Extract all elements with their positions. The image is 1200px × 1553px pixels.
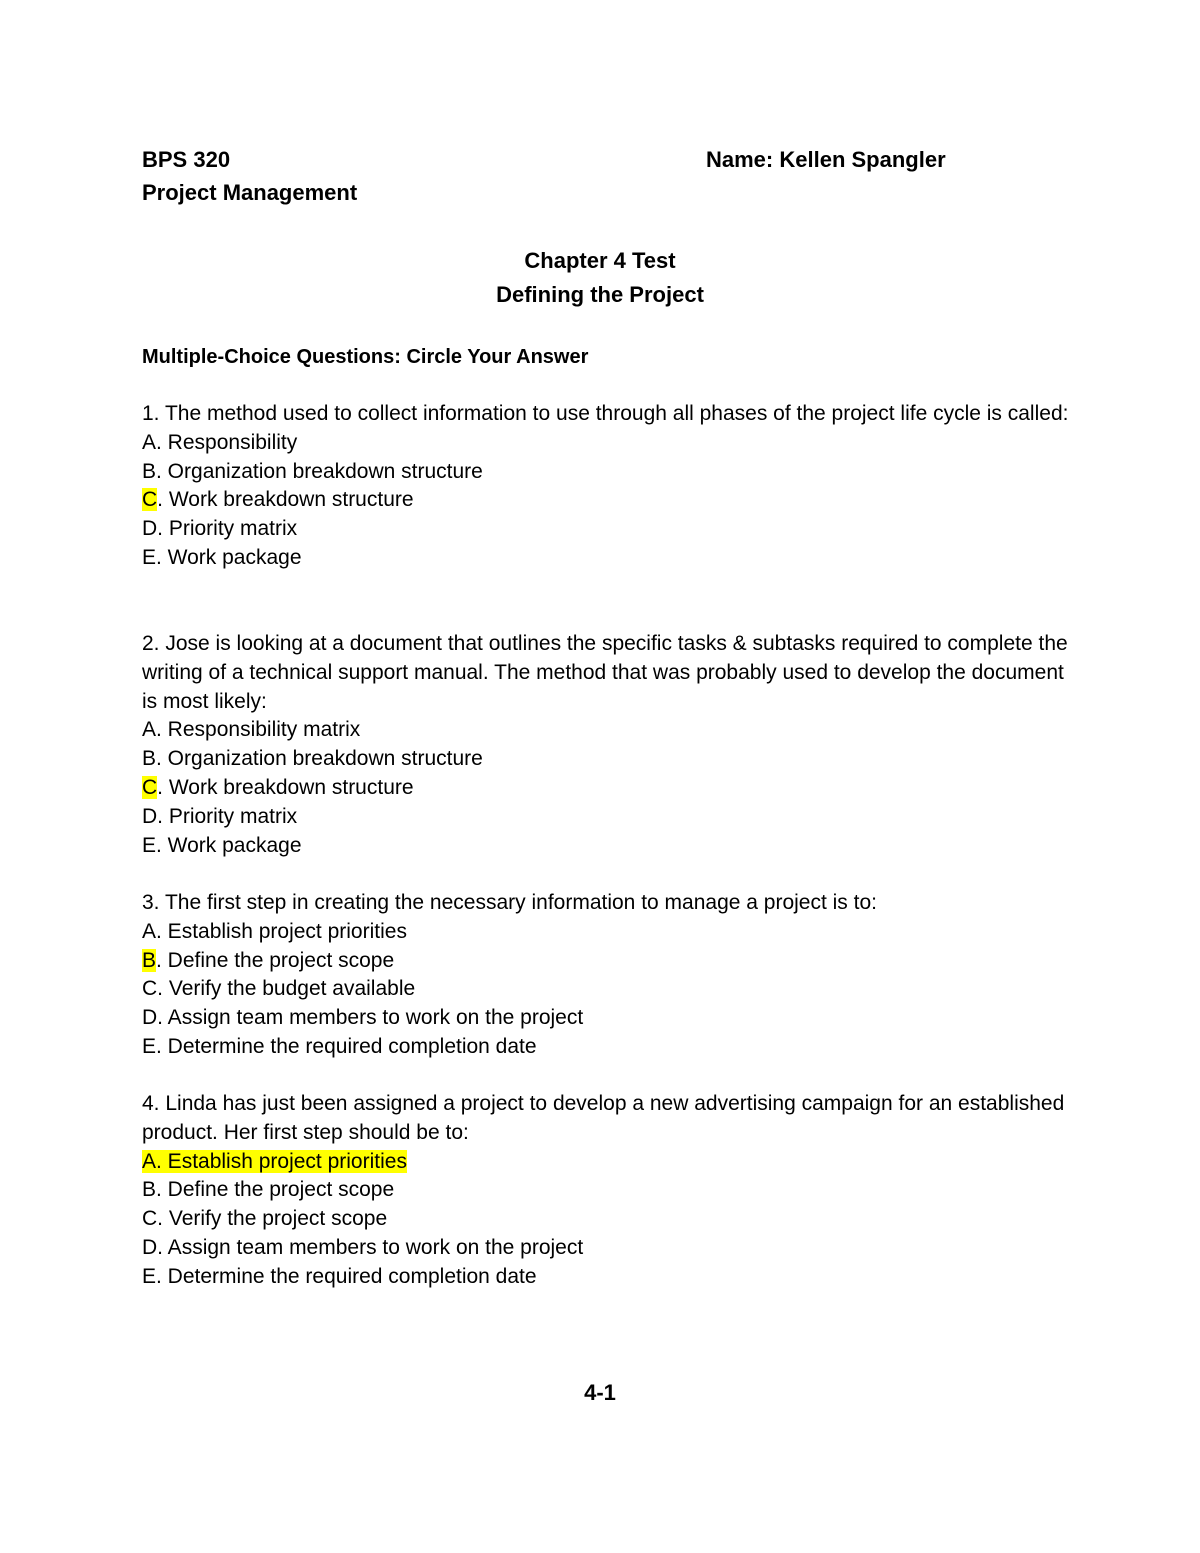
- selected-answer-highlight: C: [142, 488, 158, 512]
- answer-option-d[interactable]: [142, 1004, 1072, 1033]
- option-text: . Priority matrix: [157, 804, 298, 828]
- option-letter: A: [142, 718, 157, 742]
- option-letter: B: [142, 459, 157, 483]
- selected-answer-highlight: B: [142, 948, 157, 972]
- option-text: . Responsibility matrix: [156, 718, 361, 742]
- answer-option-c[interactable]: [142, 975, 1072, 1004]
- option-letter: D: [142, 1006, 158, 1030]
- answer-option-b[interactable]: [142, 458, 1072, 487]
- option-letter: B: [142, 1178, 157, 1202]
- option-letter: D: [142, 804, 158, 828]
- answer-option-e[interactable]: [142, 1033, 1072, 1062]
- answer-option-b[interactable]: [142, 745, 1072, 774]
- selected-answer-highlight: C: [142, 775, 158, 799]
- question-4: [142, 1090, 1072, 1292]
- option-text: . Define the project scope: [156, 1178, 395, 1202]
- answer-option-c[interactable]: [142, 774, 1072, 803]
- option-text: . Assign team members to work on the project: [157, 1006, 584, 1030]
- option-letter: E: [142, 1264, 157, 1288]
- option-text: . Establish project priorities: [156, 919, 407, 943]
- course-code: BPS 320: [142, 147, 231, 172]
- option-text: . Organization breakdown structure: [156, 747, 483, 771]
- option-letter: A: [142, 919, 157, 943]
- student-name: Name: Kellen Spangler: [706, 147, 946, 172]
- option-letter: C: [142, 1207, 158, 1231]
- option-text: . Work package: [156, 833, 302, 857]
- option-letter: E: [142, 833, 157, 857]
- option-letter: A: [142, 1149, 157, 1173]
- answer-option-e[interactable]: [142, 544, 1072, 573]
- option-text: . Priority matrix: [157, 517, 298, 541]
- answer-option-a[interactable]: [142, 1148, 1072, 1177]
- option-text: . Organization breakdown structure: [156, 459, 483, 483]
- answer-option-a[interactable]: [142, 429, 1072, 458]
- answer-option-e[interactable]: [142, 1263, 1072, 1292]
- course-name: Project Management: [142, 180, 358, 205]
- option-text: . Verify the project scope: [157, 1207, 388, 1231]
- question-2: [142, 630, 1072, 860]
- instructions: Multiple-Choice Questions: Circle Your Answer: [142, 346, 589, 368]
- page-number: 4-1: [584, 1380, 616, 1405]
- option-text: . Work package: [156, 545, 302, 569]
- question-text: 2. Jose is looking at a document that outlines the specific tasks & subtasks required to complete the writing of a technical support manual. The method that was probably used to develop the document is most likely:: [142, 632, 1068, 713]
- option-text: . Verify the budget available: [157, 977, 416, 1001]
- answer-option-c[interactable]: [142, 486, 1072, 515]
- option-letter: C: [142, 977, 158, 1001]
- answer-option-d[interactable]: [142, 1234, 1072, 1263]
- option-letter: D: [142, 1235, 158, 1259]
- question-1: [142, 400, 1072, 573]
- question-3: [142, 889, 1072, 1062]
- answer-option-b[interactable]: [142, 1176, 1072, 1205]
- option-text: . Responsibility: [156, 430, 298, 454]
- option-text: . Work breakdown structure: [157, 775, 414, 799]
- option-text: . Establish project priorities: [156, 1149, 407, 1173]
- chapter-title: Chapter 4 Test: [524, 248, 676, 273]
- selected-answer-highlight: [142, 1150, 407, 1173]
- question-text: 4. Linda has just been assigned a project to develop a new advertising campaign for an established product. Her first step should be to:: [142, 1092, 1065, 1144]
- option-text: . Assign team members to work on the project: [157, 1235, 584, 1259]
- question-text: 3. The first step in creating the necessary information to manage a project is to:: [142, 891, 877, 914]
- question-text: 1. The method used to collect information to use through all phases of the project life cycle is called:: [142, 402, 1069, 425]
- option-text: . Determine the required completion date: [156, 1264, 537, 1288]
- option-text: . Determine the required completion date: [156, 1034, 537, 1058]
- option-letter: A: [142, 430, 157, 454]
- option-letter: D: [142, 517, 158, 541]
- answer-option-d[interactable]: [142, 515, 1072, 544]
- option-letter: E: [142, 1034, 157, 1058]
- chapter-subtitle: Defining the Project: [496, 282, 704, 307]
- answer-option-a[interactable]: [142, 918, 1072, 947]
- answer-option-b[interactable]: [142, 947, 1072, 976]
- option-letter: E: [142, 545, 157, 569]
- option-letter: B: [142, 747, 157, 771]
- option-text: . Define the project scope: [156, 948, 395, 972]
- answer-option-c[interactable]: [142, 1205, 1072, 1234]
- option-text: . Work breakdown structure: [157, 488, 414, 512]
- answer-option-d[interactable]: [142, 803, 1072, 832]
- answer-option-a[interactable]: [142, 716, 1072, 745]
- answer-option-e[interactable]: [142, 832, 1072, 861]
